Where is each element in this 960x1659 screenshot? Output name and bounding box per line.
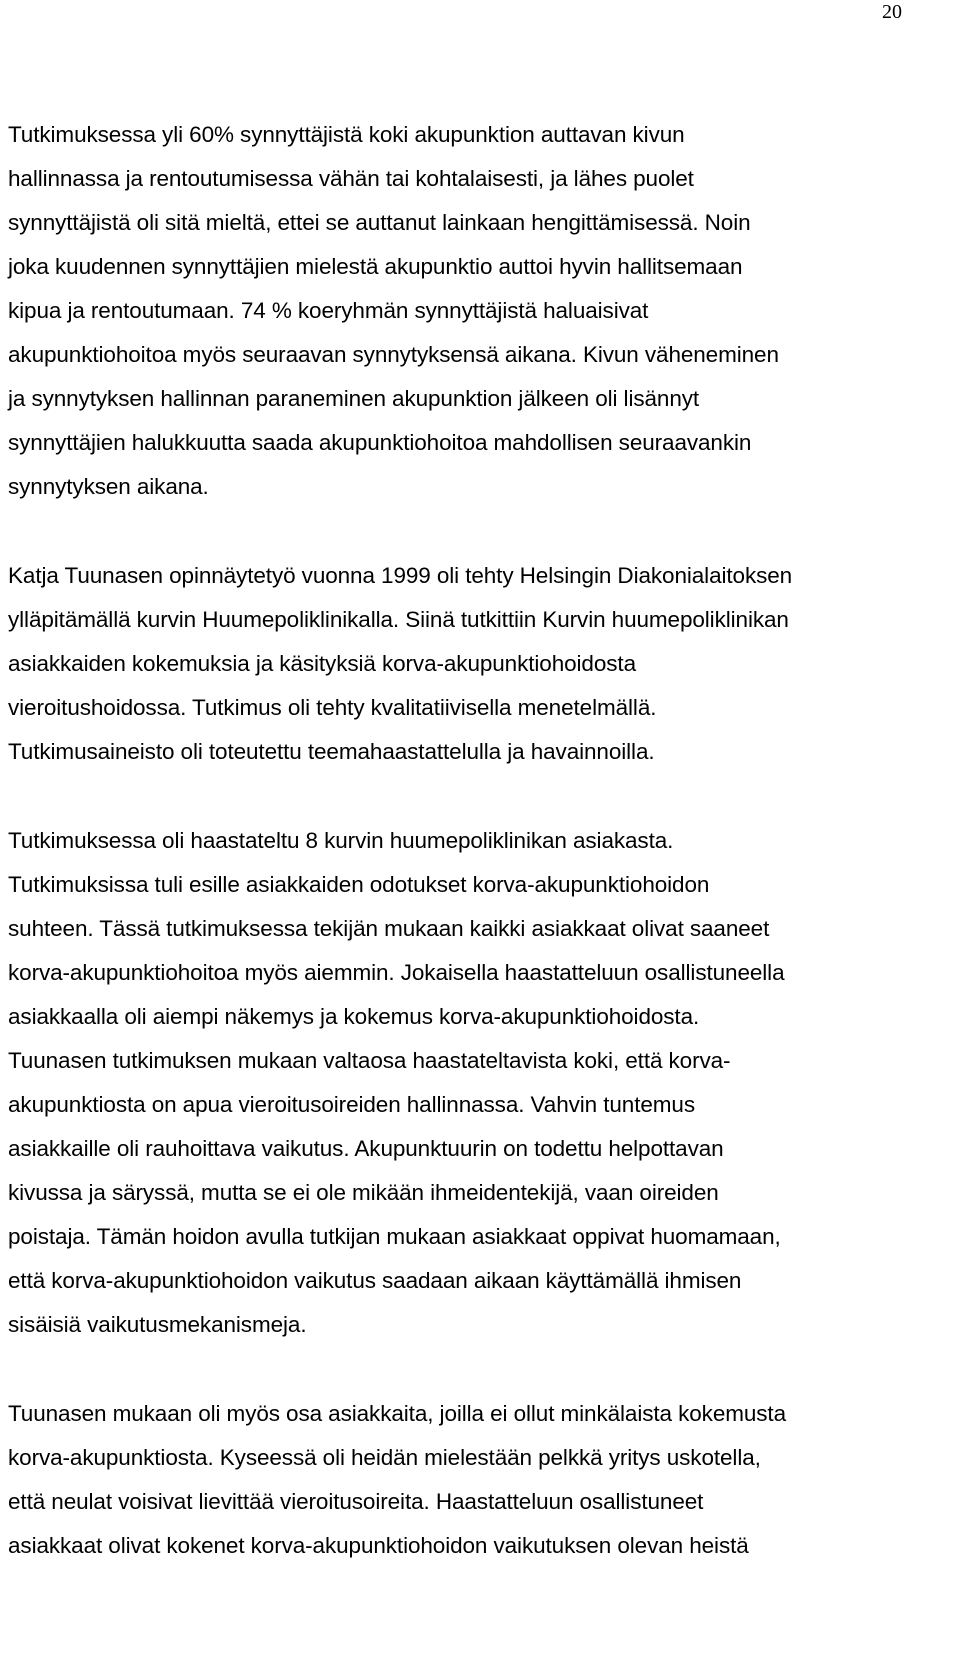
text-line: asiakkaalla oli aiempi näkemys ja kokemus korva-akupunktiohoidosta. — [8, 1004, 700, 1029]
page-number: 20 — [882, 1, 902, 23]
text-line: Tutkimusaineisto oli toteutettu teemahaastattelulla ja havainnoilla. — [8, 739, 655, 764]
text-line: asiakkaat olivat kokenet korva-akupunktiohoidon vaikutuksen olevan heistä — [8, 1533, 749, 1558]
text-line: ja synnytyksen hallinnan paraneminen akupunktion jälkeen oli lisännyt — [8, 386, 700, 411]
text-line: synnyttäjistä oli sitä mieltä, ettei se auttanut lainkaan hengittämisessä. Noin — [8, 210, 751, 235]
text-line: Tutkimuksissa tuli esille asiakkaiden odotukset korva-akupunktiohoidon — [8, 872, 710, 897]
text-line: kipua ja rentoutumaan. 74 % koeryhmän synnyttäjistä haluaisivat — [8, 298, 649, 323]
text-line: Katja Tuunasen opinnäytetyö vuonna 1999 oli tehty Helsingin Diakonialaitoksen — [8, 563, 793, 588]
text-line: asiakkaille oli rauhoittava vaikutus. Akupunktuurin on todettu helpottavan — [8, 1136, 724, 1161]
text-line: Tutkimuksessa yli 60% synnyttäjistä koki akupunktion auttavan kivun — [8, 122, 685, 147]
text-line: Tutkimuksessa oli haastateltu 8 kurvin huumepoliklinikan asiakasta. — [8, 828, 674, 853]
text-line: joka kuudennen synnyttäjien mielestä akupunktio auttoi hyvin hallitsemaan — [8, 254, 743, 279]
text-line: synnytyksen aikana. — [8, 474, 209, 499]
text-line: että neulat voisivat lievittää vieroitusoireita. Haastatteluun osallistuneet — [8, 1489, 704, 1514]
text-line: sisäisiä vaikutusmekanismeja. — [8, 1312, 307, 1337]
text-line: Tuunasen mukaan oli myös osa asiakkaita, joilla ei ollut minkälaista kokemusta — [8, 1401, 786, 1426]
text-line: akupunktiosta on apua vieroitusoireiden hallinnassa. Vahvin tuntemus — [8, 1092, 695, 1117]
text-line: poistaja. Tämän hoidon avulla tutkijan mukaan asiakkaat oppivat huomamaan, — [8, 1224, 781, 1249]
text-line: vieroitushoidossa. Tutkimus oli tehty kvalitatiivisella menetelmällä. — [8, 695, 657, 720]
text-line: akupunktiohoitoa myös seuraavan synnytyksensä aikana. Kivun väheneminen — [8, 342, 779, 367]
text-line: ylläpitämällä kurvin Huumepoliklinikalla. Siinä tutkittiin Kurvin huumepoliklinikan — [8, 607, 789, 632]
text-line: että korva-akupunktiohoidon vaikutus saadaan aikaan käyttämällä ihmisen — [8, 1268, 742, 1293]
text-line: suhteen. Tässä tutkimuksessa tekijän mukaan kaikki asiakkaat olivat saaneet — [8, 916, 770, 941]
text-line: Tuunasen tutkimuksen mukaan valtaosa haastateltavista koki, että korva- — [8, 1048, 731, 1073]
text-line: korva-akupunktiosta. Kyseessä oli heidän mielestään pelkkä yritys uskotella, — [8, 1445, 761, 1470]
text-line: asiakkaiden kokemuksia ja käsityksiä korva-akupunktiohoidosta — [8, 651, 636, 676]
text-line: kivussa ja säryssä, mutta se ei ole mikään ihmeidentekijä, vaan oireiden — [8, 1180, 719, 1205]
text-line: hallinnassa ja rentoutumisessa vähän tai kohtalaisesti, ja lähes puolet — [8, 166, 694, 191]
text-line: korva-akupunktiohoitoa myös aiemmin. Jokaisella haastatteluun osallistuneella — [8, 960, 785, 985]
text-line: synnyttäjien halukkuutta saada akupunktiohoitoa mahdollisen seuraavankin — [8, 430, 752, 455]
